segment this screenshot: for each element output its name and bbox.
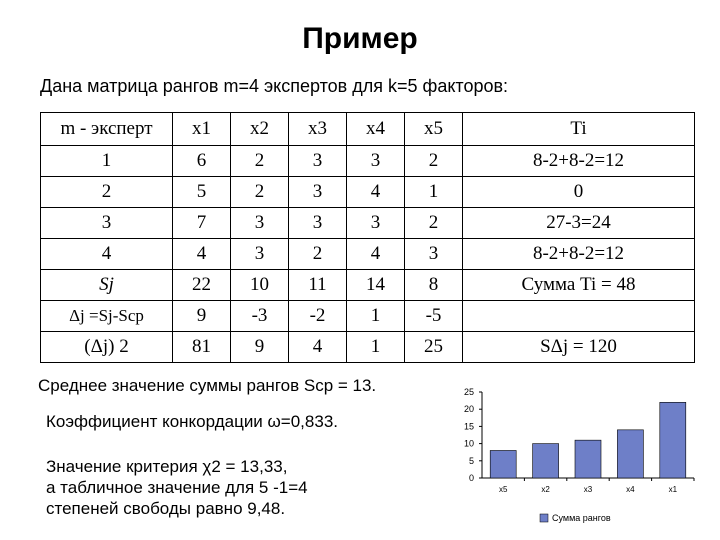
x-tick-label: x2 <box>541 485 550 494</box>
header-cell: x4 <box>347 113 405 146</box>
table-row <box>41 177 695 208</box>
header-cell: x2 <box>231 113 289 146</box>
bar <box>617 430 643 478</box>
x-tick-label: x5 <box>498 485 508 494</box>
table-cell: 4 <box>347 239 405 270</box>
table-cell: Δj =Sj-Sср <box>41 301 173 332</box>
table-cell: -2 <box>289 301 347 332</box>
table-cell: 3 <box>231 208 289 239</box>
table-cell: 25 <box>405 332 463 363</box>
criterion-line: Значение критерия χ2 = 13,33, <box>46 457 288 476</box>
table-cell: 7 <box>173 208 231 239</box>
table-cell <box>463 301 695 332</box>
criterion-text <box>46 456 426 519</box>
table-cell: 8 <box>405 270 463 301</box>
criterion-line: степеней свободы равно 9,48. <box>46 499 286 518</box>
table-row <box>41 146 695 177</box>
table-cell: 3 <box>231 239 289 270</box>
table-cell: 4 <box>173 239 231 270</box>
table-cell: 14 <box>347 270 405 301</box>
header-cell: m - эксперт <box>41 113 173 146</box>
header-cell: x3 <box>289 113 347 146</box>
bar <box>490 450 516 478</box>
x-tick-label: x4 <box>626 485 635 494</box>
table-cell: -3 <box>231 301 289 332</box>
legend-label: Сумма рангов <box>552 513 611 523</box>
table-cell: 2 <box>231 177 289 208</box>
legend-swatch <box>540 514 548 522</box>
table-cell: SΔj = 120 <box>463 332 695 363</box>
criterion-line: а табличное значение для 5 -1=4 <box>46 478 308 497</box>
table-cell: 3 <box>41 208 173 239</box>
table-cell: 2 <box>289 239 347 270</box>
table-cell: 81 <box>173 332 231 363</box>
table-cell: 0 <box>463 177 695 208</box>
table-cell: 2 <box>405 146 463 177</box>
table-cell: -5 <box>405 301 463 332</box>
table-cell: Sj <box>41 270 173 301</box>
table-row <box>41 270 695 301</box>
table-cell: 6 <box>173 146 231 177</box>
header-cell: x1 <box>173 113 231 146</box>
table-cell: 3 <box>347 146 405 177</box>
bar <box>575 440 601 478</box>
table-cell: 3 <box>289 146 347 177</box>
y-tick-label: 20 <box>463 404 474 415</box>
table-row <box>41 208 695 239</box>
table-row <box>41 332 695 363</box>
average-rank-text: Среднее значение суммы рангов Sср = 13. <box>38 376 377 395</box>
table-cell: 27-3=24 <box>463 208 695 239</box>
y-tick-label: 15 <box>463 421 474 432</box>
table-cell: 2 <box>41 177 173 208</box>
table-cell: 3 <box>347 208 405 239</box>
table-header-row <box>41 113 695 146</box>
table-cell: Сумма Ti = 48 <box>463 270 695 301</box>
table-cell: 11 <box>289 270 347 301</box>
table-cell: 4 <box>347 177 405 208</box>
table-cell: 9 <box>173 301 231 332</box>
y-tick-label: 25 <box>463 387 474 397</box>
table-row <box>41 239 695 270</box>
table-cell: 1 <box>41 146 173 177</box>
bar <box>660 402 686 478</box>
table-cell: 5 <box>173 177 231 208</box>
table-cell: 1 <box>347 332 405 363</box>
table-cell: 1 <box>347 301 405 332</box>
slide-title: Пример <box>302 22 418 55</box>
table-cell: 8-2+8-2=12 <box>463 239 695 270</box>
header-cell: Ti <box>463 113 695 146</box>
table-cell: 2 <box>405 208 463 239</box>
table-cell: 4 <box>41 239 173 270</box>
rank-matrix-table <box>40 112 695 363</box>
table-cell: 9 <box>231 332 289 363</box>
x-tick-label: x3 <box>583 485 593 494</box>
bar <box>533 444 559 478</box>
table-cell: 3 <box>289 208 347 239</box>
table-cell: (Δj) 2 <box>41 332 173 363</box>
table-row <box>41 301 695 332</box>
table-cell: 10 <box>231 270 289 301</box>
rank-sum-bar-chart <box>448 380 700 532</box>
intro-text: Дана матрица рангов m=4 экспертов для k=5 факторов: <box>40 76 509 96</box>
y-tick-label: 0 <box>468 473 474 483</box>
header-cell: x5 <box>405 113 463 146</box>
table-cell: 8-2+8-2=12 <box>463 146 695 177</box>
table-cell: 3 <box>405 239 463 270</box>
y-tick-label: 10 <box>463 438 474 449</box>
table-cell: 22 <box>173 270 231 301</box>
table-cell: 1 <box>405 177 463 208</box>
table-cell: 2 <box>231 146 289 177</box>
y-tick-label: 5 <box>468 455 474 466</box>
table-cell: 4 <box>289 332 347 363</box>
x-tick-label: x1 <box>668 485 678 494</box>
table-cell: 3 <box>289 177 347 208</box>
concordance-text: Коэффициент конкордации ω=0,833. <box>46 412 338 431</box>
